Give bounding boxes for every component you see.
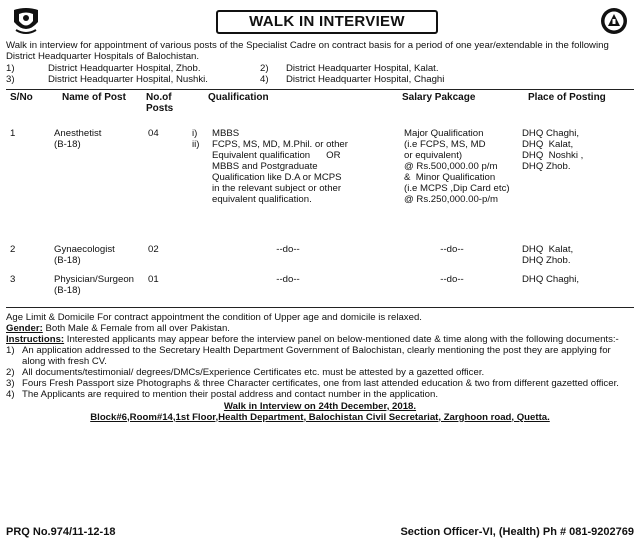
post-name: Anesthetist — [54, 127, 102, 139]
header-sno: S/No — [10, 91, 33, 103]
gender-text: Both Male & Female from all over Pakistan. — [42, 322, 230, 334]
footer — [6, 526, 634, 539]
notes — [6, 312, 634, 423]
salary-cell: --do-- — [440, 273, 464, 285]
age-limit: Age Limit & Domicile For contract appointment the condition of Upper age and domicile is relaxed. — [6, 311, 422, 323]
table-row: 2 Gynaecologist (B-18) 02 --do-- --do-- DHQ Kalat, DHQ Zhob. — [6, 244, 634, 274]
list-item: 1) An application addressed to the Secretary Health Department Government of Balochistan, clearly mentioning the post they are applying for along with fresh CV. — [6, 344, 611, 367]
prq-number: PRQ No.974/11-12-18 — [6, 526, 116, 539]
post-name: Physician/Surgeon — [54, 273, 134, 285]
table-row: 1 Anesthetist (B-18) 04 i) MBBS ii) FCPS, MS, MD, M.Phil. or other Equivalent qualification OR MBBS and Postgraduate Qualification like D.A or MCPS in the relevant subject or other equivalent qualification. Major Qualification (i.e FCPS, MS, MD or equivalent) @ Rs.500,000.00 p/m & Minor Qualification (i.e MCPS ,Dip Card etc) @ Rs.250,000.00-p/m DHQ Chaghi, DHQ Kalat, DHQ Noshki , DHQ Zhob. — [6, 128, 634, 244]
salary-cell: Major Qualification (i.e FCPS, MS, MD or equivalent) @ Rs.500,000.00 p/m & Minor Qualification (i.e MCPS ,Dip Card etc) @ Rs.250,000.00-p/m — [404, 127, 510, 206]
post-count: 01 — [148, 273, 159, 285]
section-officer: Section Officer-VI, (Health) Ph # 081-9202769 — [400, 526, 634, 539]
health-department-logo-icon — [598, 6, 630, 36]
instructions-text: Interested applicants may appear before the interview panel on below-mentioned date & time along with the following documents:- — [64, 333, 619, 345]
hospital-num: 3) — [6, 74, 15, 86]
header-posts-count: No.of Posts — [146, 91, 174, 115]
post-count: 02 — [148, 243, 159, 255]
post-grade: (B-18) — [54, 254, 81, 266]
gender-label: Gender: — [6, 322, 43, 334]
list-item: 2) All documents/testimonial/ degrees/DMCs/Experience Certificates etc. must be attested by a gazetted officer. — [6, 367, 485, 379]
intro-text: Walk in interview for appointment of various posts of the Specialist Cadre on contract basis for a period of one year/extendable in the following District Headquarter Hospitals of Balochistan. — [6, 40, 609, 63]
hospital-name: District Headquarter Hospital, Nushki. — [48, 74, 208, 86]
table-header — [6, 90, 634, 128]
walk-in-date: Walk in Interview on 24th December, 2018. — [223, 400, 417, 412]
hospital-num: 1) — [6, 63, 15, 75]
post-count: 04 — [148, 127, 159, 139]
instructions-label: Instructions: — [6, 333, 65, 345]
place-cell: DHQ Chaghi, — [522, 273, 580, 285]
divider — [6, 307, 634, 308]
hospital-name: District Headquarter Hospital, Chaghi — [286, 74, 445, 86]
header-place: Place of Posting — [528, 91, 606, 103]
hospital-name: District Headquarter Hospital, Zhob. — [48, 63, 201, 75]
instructions-line — [6, 334, 634, 345]
list-item: 4) The Applicants are required to mention their postal address and contact number in the application. — [6, 389, 438, 401]
page-title: WALK IN INTERVIEW — [216, 10, 438, 34]
salary-cell: --do-- — [440, 243, 464, 255]
place-cell: DHQ Kalat, DHQ Zhob. — [522, 243, 574, 266]
qualification-cell: --do-- — [276, 243, 300, 255]
list-item: 3) Fours Fresh Passport size Photographs & three Character certificates, one from last attended education & two from different gazetted officer. — [6, 378, 619, 390]
balochistan-emblem-icon — [10, 6, 42, 36]
hospital-num: 4) — [260, 74, 269, 86]
header-post: Name of Post — [62, 91, 126, 103]
qualification-cell: --do-- — [276, 273, 300, 285]
gender-line — [6, 323, 634, 334]
qualification-cell: i) MBBS ii) FCPS, MS, MD, M.Phil. or other Equivalent qualification OR MBBS and Postgraduate Qualification like D.A or MCPS in the relevant subject or other equivalent qualification. — [192, 127, 348, 206]
post-grade: (B-18) — [54, 138, 81, 150]
table-row: 3 Physician/Surgeon (B-18) 01 --do-- --do-- DHQ Chaghi, — [6, 274, 634, 304]
place-cell: DHQ Chaghi, DHQ Kalat, DHQ Noshki , DHQ Zhob. — [522, 127, 584, 172]
hospital-num: 2) — [260, 63, 269, 75]
address: Block#6,Room#14,1st Floor,Health Department, Balochistan Civil Secretariat, Zarghoon road, Quetta. — [90, 411, 550, 423]
header — [6, 4, 634, 38]
post-grade: (B-18) — [54, 284, 81, 296]
hospital-list — [6, 63, 634, 85]
hospital-name: District Headquarter Hospital, Kalat. — [286, 63, 439, 75]
header-qualification: Qualification — [208, 91, 269, 103]
post-name: Gynaecologist — [54, 243, 115, 255]
header-salary: Salary Pakcage — [402, 91, 476, 103]
